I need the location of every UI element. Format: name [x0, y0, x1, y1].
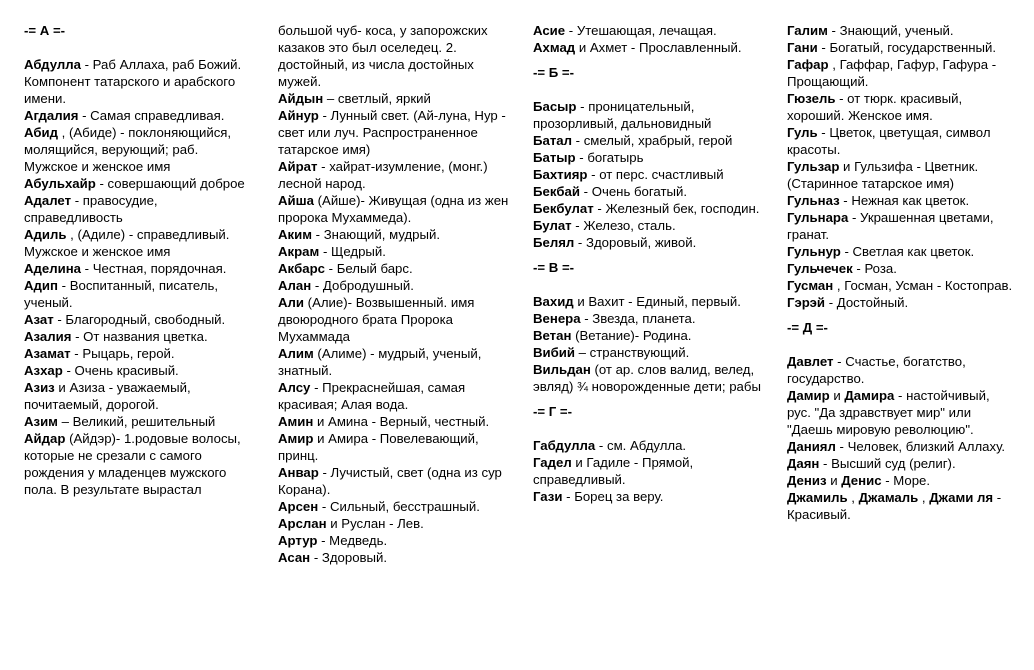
name-entry	[533, 149, 763, 166]
entry-name: Гульнур	[787, 244, 841, 259]
entry-meaning: - От названия цветка.	[71, 329, 208, 344]
entry-name: Гусман	[787, 278, 834, 293]
name-entry	[787, 387, 1017, 438]
entry-name: Адип	[24, 278, 58, 293]
entry-name: Гани	[787, 40, 818, 55]
name-entry	[533, 293, 763, 310]
name-entry	[787, 209, 1017, 243]
entry-name: Басыр	[533, 99, 577, 114]
name-entry	[24, 379, 250, 413]
name-entry	[278, 549, 510, 566]
name-entry	[533, 200, 763, 217]
entry-name: Гульзар	[787, 159, 840, 174]
entry-meaning: - Богатый, государственный.	[817, 40, 997, 55]
entry-meaning: (от ар. слов валид, велед, эвляд) ¾ новорожденные дети; рабы	[533, 362, 761, 394]
entry-meaning: - Здоровый.	[310, 550, 388, 565]
name-entry	[24, 430, 250, 498]
entry-name: Абдулла	[24, 57, 81, 72]
name-entry	[24, 413, 250, 430]
entry-name: Айдар	[24, 431, 66, 446]
entry-name: Батыр	[533, 150, 576, 165]
entry-name: Дамир	[787, 388, 830, 403]
entry-meaning: (Ветание)- Родина.	[571, 328, 692, 343]
entry-meaning: - Медведь.	[317, 533, 388, 548]
entry-name: Гульнара	[787, 210, 849, 225]
entry-meaning: и	[826, 473, 842, 488]
name-entry	[533, 183, 763, 200]
entry-name: Азиз	[24, 380, 55, 395]
name-entry	[533, 310, 763, 327]
entry-meaning: - Высший суд (религ).	[819, 456, 956, 471]
entry-meaning: - Украшенная цветами, гранат.	[787, 210, 994, 242]
name-entry	[24, 345, 250, 362]
name-entry	[533, 327, 763, 344]
entry-name: Абульхайр	[24, 176, 96, 191]
column-1	[24, 22, 250, 498]
name-entry	[533, 22, 763, 39]
name-entry	[278, 532, 510, 549]
entry-name: Бекбулат	[533, 201, 594, 216]
entry-name: Белял	[533, 235, 575, 250]
name-entry	[787, 158, 1017, 192]
entry-meaning: ,	[847, 490, 859, 505]
entry-meaning: - Щедрый.	[319, 244, 386, 259]
name-entry	[24, 175, 250, 192]
entry-name: Асан	[278, 550, 311, 565]
entry-name: Анвар	[278, 465, 319, 480]
name-entry	[787, 39, 1017, 56]
name-entry	[787, 455, 1017, 472]
entry-meaning: и Гадиле - Прямой, справедливый.	[533, 455, 694, 487]
name-entry	[278, 345, 510, 379]
entry-name: Айдын	[278, 91, 324, 106]
entry-name: Али	[278, 295, 305, 310]
name-entry	[787, 353, 1017, 387]
name-entry	[278, 90, 510, 107]
entry-meaning: - богатырь	[575, 150, 644, 165]
name-entry	[278, 430, 510, 464]
entry-meaning: - Раб Аллаха, раб Божий. Компонент татарского и арабского имени.	[24, 57, 242, 106]
entry-meaning: – странствующий.	[575, 345, 690, 360]
entry-name: Дениз	[787, 473, 827, 488]
entry-meaning: и Амира - Повелевающий, принц.	[278, 431, 479, 463]
entry-meaning: - Белый барс.	[325, 261, 413, 276]
entry-meaning: - Здоровый, живой.	[574, 235, 697, 250]
name-entry	[278, 498, 510, 515]
entry-name: Вахид	[533, 294, 574, 309]
name-entry	[278, 22, 510, 90]
name-entry	[278, 226, 510, 243]
entry-meaning: (Алиме) - мудрый, ученый, знатный.	[278, 346, 482, 378]
name-entry	[278, 158, 510, 192]
entry-meaning: и Амина - Верный, честный.	[313, 414, 490, 429]
entry-meaning: - смелый, храбрый, герой	[571, 133, 733, 148]
entry-meaning: - Знающий, мудрый.	[312, 227, 441, 242]
entry-meaning: - от тюрк. красивый, хороший. Женское имя.	[787, 91, 963, 123]
entry-name: Азим	[24, 414, 58, 429]
entry-meaning: - Сильный, бесстрашный.	[318, 499, 480, 514]
entry-meaning: и Гульзифа - Цветник. (Старинное татарское имя)	[787, 159, 979, 191]
entry-meaning: - Железо, сталь.	[571, 218, 676, 233]
name-entry	[787, 438, 1017, 455]
entry-meaning: - Знающий, ученый.	[827, 23, 954, 38]
name-entry	[24, 362, 250, 379]
section-heading: -= Г =-	[533, 404, 572, 419]
name-entry	[24, 226, 250, 260]
entry-meaning: - Счастье, богатство, государство.	[787, 354, 966, 386]
name-entry	[278, 294, 510, 345]
entry-meaning: - Борец за веру.	[562, 489, 664, 504]
entry-name: Алим	[278, 346, 314, 361]
entry-name: Азат	[24, 312, 54, 327]
name-entry	[24, 107, 250, 124]
entry-meaning: - хайрат-изумление, (монг.) лесной народ.	[278, 159, 488, 191]
section-heading: -= А =-	[24, 23, 66, 38]
name-entry	[533, 39, 763, 56]
entry-name: Азамат	[24, 346, 71, 361]
entry-meaning: и Руслан - Лев.	[326, 516, 424, 531]
entry-name: Денис	[841, 473, 882, 488]
entry-meaning: – светлый, яркий	[323, 91, 431, 106]
entry-name: Бахтияр	[533, 167, 588, 182]
entry-meaning: - Человек, близкий Аллаху.	[835, 439, 1006, 454]
name-entry	[787, 472, 1017, 489]
name-entry	[533, 488, 763, 505]
entry-meaning: - Очень красивый.	[62, 363, 179, 378]
entry-name: Айрат	[278, 159, 318, 174]
name-entry	[787, 56, 1017, 90]
entry-name: Ветан	[533, 328, 572, 343]
entry-name: Адалет	[24, 193, 72, 208]
entry-meaning: - Достойный.	[825, 295, 909, 310]
entry-name: Булат	[533, 218, 572, 233]
entry-name: Гуль	[787, 125, 818, 140]
name-entry	[533, 234, 763, 251]
entry-name: Вибий	[533, 345, 575, 360]
entry-meaning: - Утешающая, лечащая.	[565, 23, 717, 38]
entry-name: Гадел	[533, 455, 572, 470]
entry-meaning: (Айдэр)- 1.родовые волосы, которые не срезали с самого рождения у младенцев мужского пола. В результате вырастал	[24, 431, 241, 497]
entry-meaning: , (Адиле) - справедливый. Мужское и женское имя	[24, 227, 230, 259]
entry-name: Бекбай	[533, 184, 580, 199]
name-entry	[278, 107, 510, 158]
entry-name: Галим	[787, 23, 828, 38]
entry-meaning: , Гаффар, Гафур, Гафура - Прощающий.	[787, 57, 997, 89]
name-entry	[787, 260, 1017, 277]
entry-name: Гафар	[787, 57, 829, 72]
entry-meaning: - Нежная как цветок.	[839, 193, 970, 208]
name-entry	[533, 217, 763, 234]
entry-name: Абид	[24, 125, 58, 140]
section-heading: -= В =-	[533, 260, 575, 275]
entry-meaning: и Вахит - Единый, первый.	[573, 294, 741, 309]
entry-name: Алсу	[278, 380, 311, 395]
name-entry	[533, 98, 763, 132]
entry-meaning: (Алие)- Возвышенный. имя двоюродного брата Пророка Мухаммада	[278, 295, 475, 344]
entry-name: Венера	[533, 311, 581, 326]
name-entry	[787, 243, 1017, 260]
name-entry	[533, 166, 763, 183]
entry-meaning: - правосудие, справедливость	[24, 193, 158, 225]
column-2	[278, 22, 510, 566]
name-entry	[24, 192, 250, 226]
name-entry	[24, 124, 250, 175]
entry-meaning: - Благородный, свободный.	[53, 312, 226, 327]
entry-meaning: - Прекраснейшая, самая красивая; Алая вода.	[278, 380, 466, 412]
name-entry	[787, 192, 1017, 209]
name-entry	[787, 277, 1017, 294]
name-entry	[24, 328, 250, 345]
entry-meaning: - Рыцарь, герой.	[70, 346, 175, 361]
name-entry	[533, 344, 763, 361]
entry-name: Джамиль	[787, 490, 848, 505]
entry-name: Гульназ	[787, 193, 840, 208]
name-entry	[278, 515, 510, 532]
entry-meaning: и Азиза - уважаемый, почитаемый, дорогой.	[24, 380, 191, 412]
name-entry	[278, 464, 510, 498]
entry-meaning: , (Абиде) - поклоняющийся, молящийся, верующий; раб. Мужское и женское имя	[24, 125, 232, 174]
name-entry	[533, 437, 763, 454]
entry-meaning: - Красивый.	[787, 490, 1002, 522]
entry-name: Арслан	[278, 516, 327, 531]
entry-meaning: - Очень богатый.	[580, 184, 687, 199]
column-4	[787, 22, 1017, 523]
entry-name: Аделина	[24, 261, 82, 276]
entry-name: Гэрэй	[787, 295, 826, 310]
entry-meaning: - Лунный свет. (Ай-луна, Нур - свет или луч. Распространенное татарское имя)	[278, 108, 506, 157]
entry-meaning: - совершающий доброе	[95, 176, 245, 191]
entry-meaning: и Ахмет - Прославленный.	[575, 40, 742, 55]
entry-name: Джами ля	[929, 490, 994, 505]
entry-name: Ахмад	[533, 40, 576, 55]
entry-name: Аким	[278, 227, 312, 242]
entry-name: Айнур	[278, 108, 319, 123]
name-entry	[278, 413, 510, 430]
entry-meaning: - Звезда, планета.	[580, 311, 696, 326]
entry-name: Гюзель	[787, 91, 836, 106]
name-entry	[533, 454, 763, 488]
column-3	[533, 22, 763, 505]
name-entry	[787, 294, 1017, 311]
entry-name: Батал	[533, 133, 572, 148]
entry-name: Джамаль	[858, 490, 919, 505]
section-heading: -= Д =-	[787, 320, 828, 335]
entry-name: Вильдан	[533, 362, 591, 377]
entry-meaning: - Добродушный.	[311, 278, 414, 293]
name-entry	[24, 56, 250, 107]
name-entry	[278, 277, 510, 294]
entry-meaning: - Цветок, цветущая, символ красоты.	[787, 125, 991, 157]
entry-meaning: , Госман, Усман - Костоправ.	[833, 278, 1013, 293]
name-entry	[278, 260, 510, 277]
entry-meaning: - Железный бек, господин.	[593, 201, 760, 216]
entry-meaning: – Великий, решительный	[57, 414, 216, 429]
entry-meaning: (Айше)- Живущая (одна из жен пророка Мухаммеда).	[278, 193, 509, 225]
entry-name: Гази	[533, 489, 563, 504]
entry-meaning: ,	[918, 490, 930, 505]
entry-name: Артур	[278, 533, 318, 548]
entry-meaning: - Светлая как цветок.	[840, 244, 975, 259]
entry-name: Асие	[533, 23, 566, 38]
name-entry	[533, 132, 763, 149]
entry-name: Акбарс	[278, 261, 325, 276]
entry-meaning: - от перс. счастливый	[587, 167, 724, 182]
name-entry	[24, 311, 250, 328]
entry-name: Даниял	[787, 439, 836, 454]
name-entry	[24, 260, 250, 277]
name-entry	[533, 361, 763, 395]
entry-name: Давлет	[787, 354, 834, 369]
entry-name: Айша	[278, 193, 314, 208]
entry-name: Даян	[787, 456, 820, 471]
entry-meaning: - Лучистый, свет (одна из сур Корана).	[278, 465, 502, 497]
name-entry	[278, 379, 510, 413]
entry-name: Азалия	[24, 329, 72, 344]
entry-meaning: - Воспитанный, писатель, ученый.	[24, 278, 219, 310]
name-entry	[24, 277, 250, 311]
entry-meaning: - Честная, порядочная.	[81, 261, 227, 276]
entry-meaning: - Море.	[881, 473, 931, 488]
entry-name: Алан	[278, 278, 312, 293]
entry-meaning: - проницательный, прозорливый, дальновидный	[533, 99, 712, 131]
entry-name: Амир	[278, 431, 314, 446]
entry-name: Дамира	[844, 388, 895, 403]
entry-name: Акрам	[278, 244, 320, 259]
entry-name: Агдалия	[24, 108, 79, 123]
entry-meaning: - Роза.	[852, 261, 897, 276]
entry-name: Адиль	[24, 227, 67, 242]
entry-meaning: и	[829, 388, 845, 403]
name-entry	[787, 124, 1017, 158]
entry-name: Арсен	[278, 499, 319, 514]
name-entry	[787, 489, 1017, 523]
section-heading: -= Б =-	[533, 65, 574, 80]
entry-name: Гульчечек	[787, 261, 853, 276]
entry-name: Амин	[278, 414, 314, 429]
entry-meaning: большой чуб- коса, у запорожских казаков это был оселедец. 2. достойный, из числа достойных мужей.	[278, 23, 488, 89]
name-entry	[787, 22, 1017, 39]
entry-name: Азхар	[24, 363, 63, 378]
name-entry	[787, 90, 1017, 124]
name-entry	[278, 192, 510, 226]
entry-meaning: - Самая справедливая.	[78, 108, 225, 123]
entry-name: Габдулла	[533, 438, 596, 453]
entry-meaning: - см. Абдулла.	[595, 438, 687, 453]
entry-meaning: - настойчивый, рус. "Да здравствует мир" или "Даешь мировую революцию".	[787, 388, 990, 437]
name-entry	[278, 243, 510, 260]
